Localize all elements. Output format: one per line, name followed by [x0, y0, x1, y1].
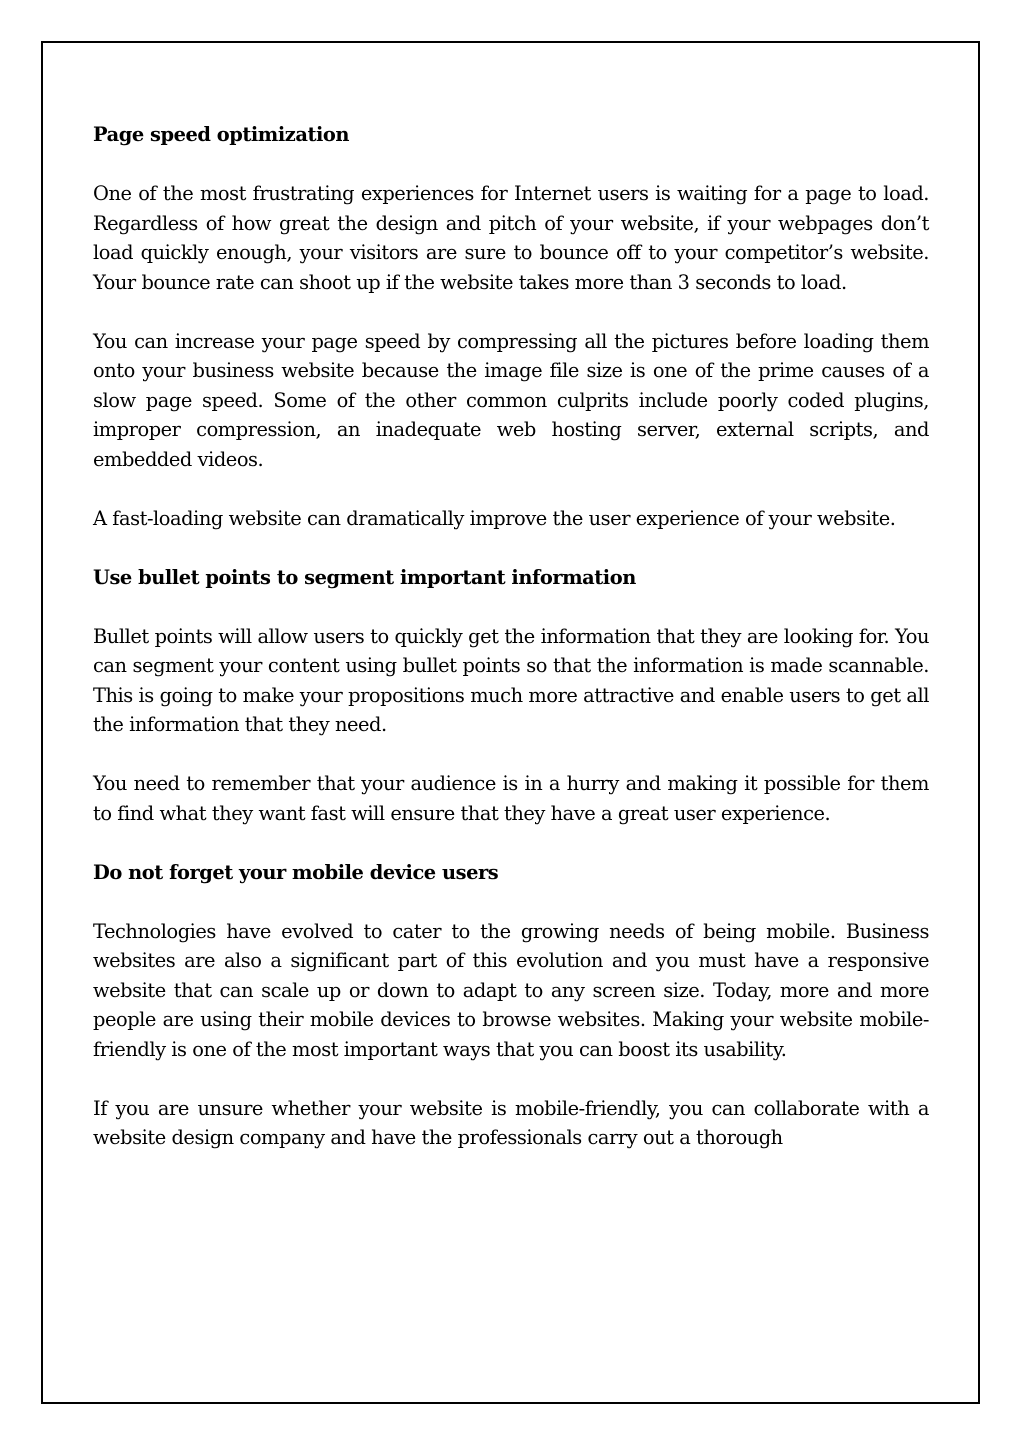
- paragraph: You need to remember that your audience is in a hurry and making it possible for them to find what they want fast will ensure that they have a great user experience.: [93, 772, 929, 825]
- paragraph: You can increase your page speed by compressing all the pictures before loading them onto your business website because the image file size is one of the prime causes of a slow page speed. Some of the other common culprits include poorly coded plugins, improper compression, an inadequate web hosting server, external scripts, and embedded videos.: [93, 329, 929, 471]
- paragraph: Technologies have evolved to cater to the growing needs of being mobile. Business websites are also a significant part of this evolution and you must have a responsive website that can scale up or down to adapt to any screen size. Today, more and more people are using their mobile devices to browse websites. Making your website mobile-friendly is one of the most important ways that you can boost its usability.: [93, 919, 929, 1061]
- paragraph: One of the most frustrating experiences for Internet users is waiting for a page to load. Regardless of how great the design and pitch of your website, if your webpages don’t load quickly enough, your visitors are sure to bounce off to your competitor’s website. Your bounce rate can shoot up if the website takes more than 3 seconds to load.: [93, 182, 929, 294]
- paragraph: If you are unsure whether your website is mobile-friendly, you can collaborate with a website design company and have the professionals carry out a thorough: [93, 1096, 929, 1149]
- section-heading-bullet-points: Use bullet points to segment important information: [93, 565, 636, 589]
- paragraph: A fast-loading website can dramatically improve the user experience of your website.: [93, 506, 896, 530]
- section-heading-page-speed: Page speed optimization: [93, 123, 350, 146]
- document-body: [93, 120, 929, 1153]
- paragraph: Bullet points will allow users to quickly get the information that they are looking for. You can segment your content using bullet points so that the information is made scannable. This is going to make your propositions much more attractive and enable users to get all the information that they need.: [93, 624, 929, 736]
- section-heading-mobile-users: Do not forget your mobile device users: [93, 860, 499, 884]
